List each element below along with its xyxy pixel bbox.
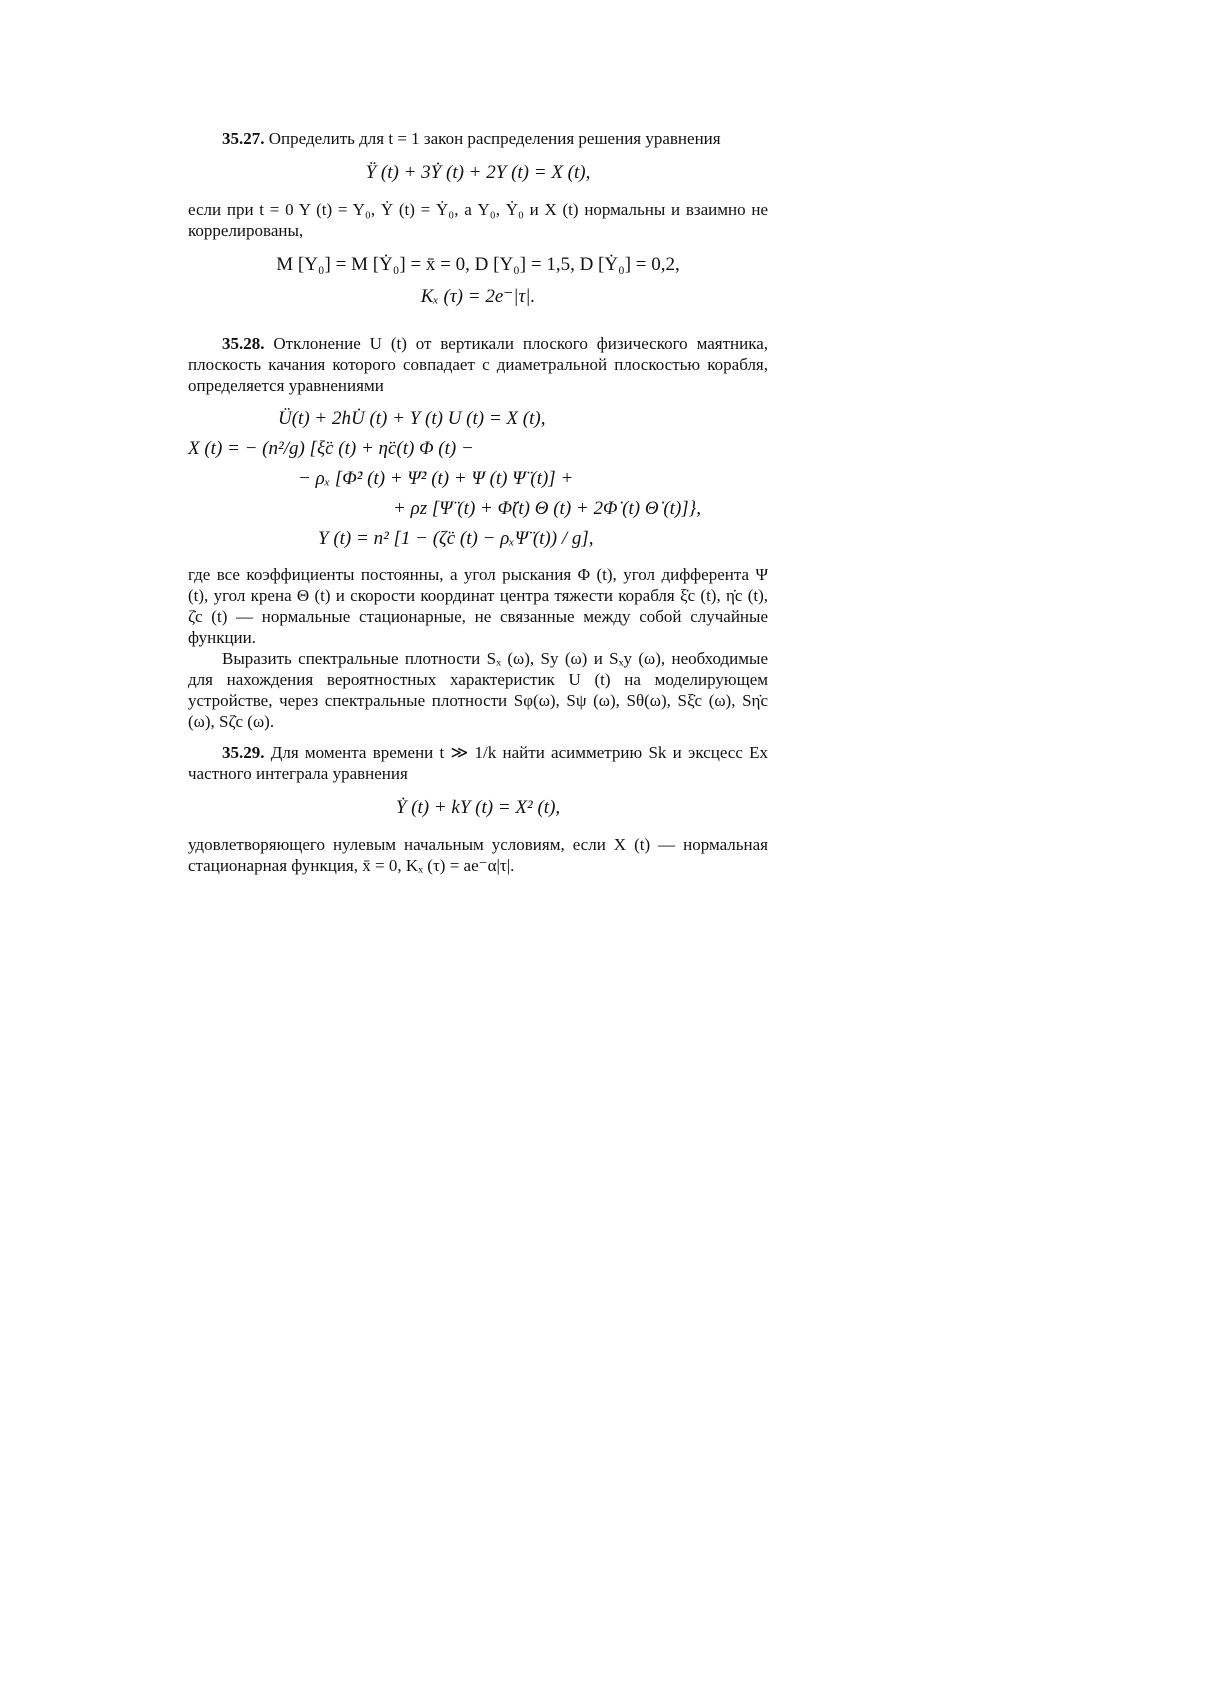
problem-text: где все коэффициенты постоянны, а угол рыскания Φ (t), угол дифферента Ψ (t), угол крена Θ (t) и скорости координат центра тяжести корабля ξ̇c (t), η̇c (t), ζ̇c (t) — нормальные стационарные, не связанные между собой случайные функции. bbox=[188, 565, 768, 647]
equation: Y (t) = n² [1 − (ζ̈c (t) − ρₓΨ̈ (t)) / g], bbox=[318, 528, 594, 549]
equation: Kₓ (τ) = 2e⁻|τ|. bbox=[420, 286, 536, 307]
problem-text: Выразить спектральные плотности Sₓ (ω), Sy (ω) и Sₓy (ω), необходимые для нахождения вероятностных характеристик U (t) на моделирующем устройстве, через спектральные плотности Sφ(ω), Sψ (ω), Sθ(ω), Sξ̇c (ω), Sη̇c (ω), Sζ̇c (ω). bbox=[188, 649, 768, 731]
equation: − ρₓ [Φ̇² (t) + Ψ̇² (t) + Ψ (t) Ψ̈ (t)] + bbox=[298, 468, 574, 489]
equation-system bbox=[188, 404, 768, 554]
problem-text: Отклонение U (t) от вертикали плоского физического маятника, плоскость качания которого совпадает с диаметральной плоскостью корабля, определяется уравнениями bbox=[188, 334, 768, 395]
page-content bbox=[188, 128, 768, 876]
problem-text: Определить для t = 1 закон распределения решения уравнения bbox=[268, 129, 721, 148]
problem-number: 35.29. bbox=[222, 743, 265, 762]
problem-35-29-text bbox=[188, 742, 768, 784]
problem-text: удовлетворяющего нулевым начальным условиям, если X (t) — нормальная стационарная функция, x̄ = 0, Kₓ (τ) = ae⁻α|τ|. bbox=[188, 835, 768, 875]
problem-35-28-text bbox=[188, 333, 768, 396]
equation: M [Y₀] = M [Ẏ₀] = x̄ = 0, D [Y₀] = 1,5, D [Ẏ₀] = 0,2, bbox=[276, 254, 680, 275]
problem-text: Для момента времени t ≫ 1/k найти асимметрию Sk и эксцесс Ex частного интеграла уравнения bbox=[188, 743, 769, 783]
problem-number: 35.27. bbox=[222, 129, 265, 148]
equation: + ρz [Ψ̈ (t) + Φ̈(t) Θ (t) + 2Φ̇ (t) Θ̇ (t)]}, bbox=[393, 498, 702, 519]
equation: Ÿ (t) + 3Ẏ (t) + 2Y (t) = X (t), bbox=[365, 162, 591, 183]
problem-number: 35.28. bbox=[222, 334, 265, 353]
equation: Ẏ (t) + kY (t) = X² (t), bbox=[395, 797, 561, 818]
equation: X (t) = − (n²/g) [ξ̈c (t) + η̈c(t) Φ (t) − bbox=[188, 438, 474, 459]
problem-35-27-text bbox=[188, 128, 768, 149]
equation: Ü(t) + 2hU̇ (t) + Y (t) U (t) = X (t), bbox=[278, 408, 546, 429]
problem-text: если при t = 0 Y (t) = Y₀, Ẏ (t) = Ẏ₀, а Y₀, Ẏ₀ и X (t) нормальны и взаимно не коррелированы, bbox=[188, 200, 768, 240]
